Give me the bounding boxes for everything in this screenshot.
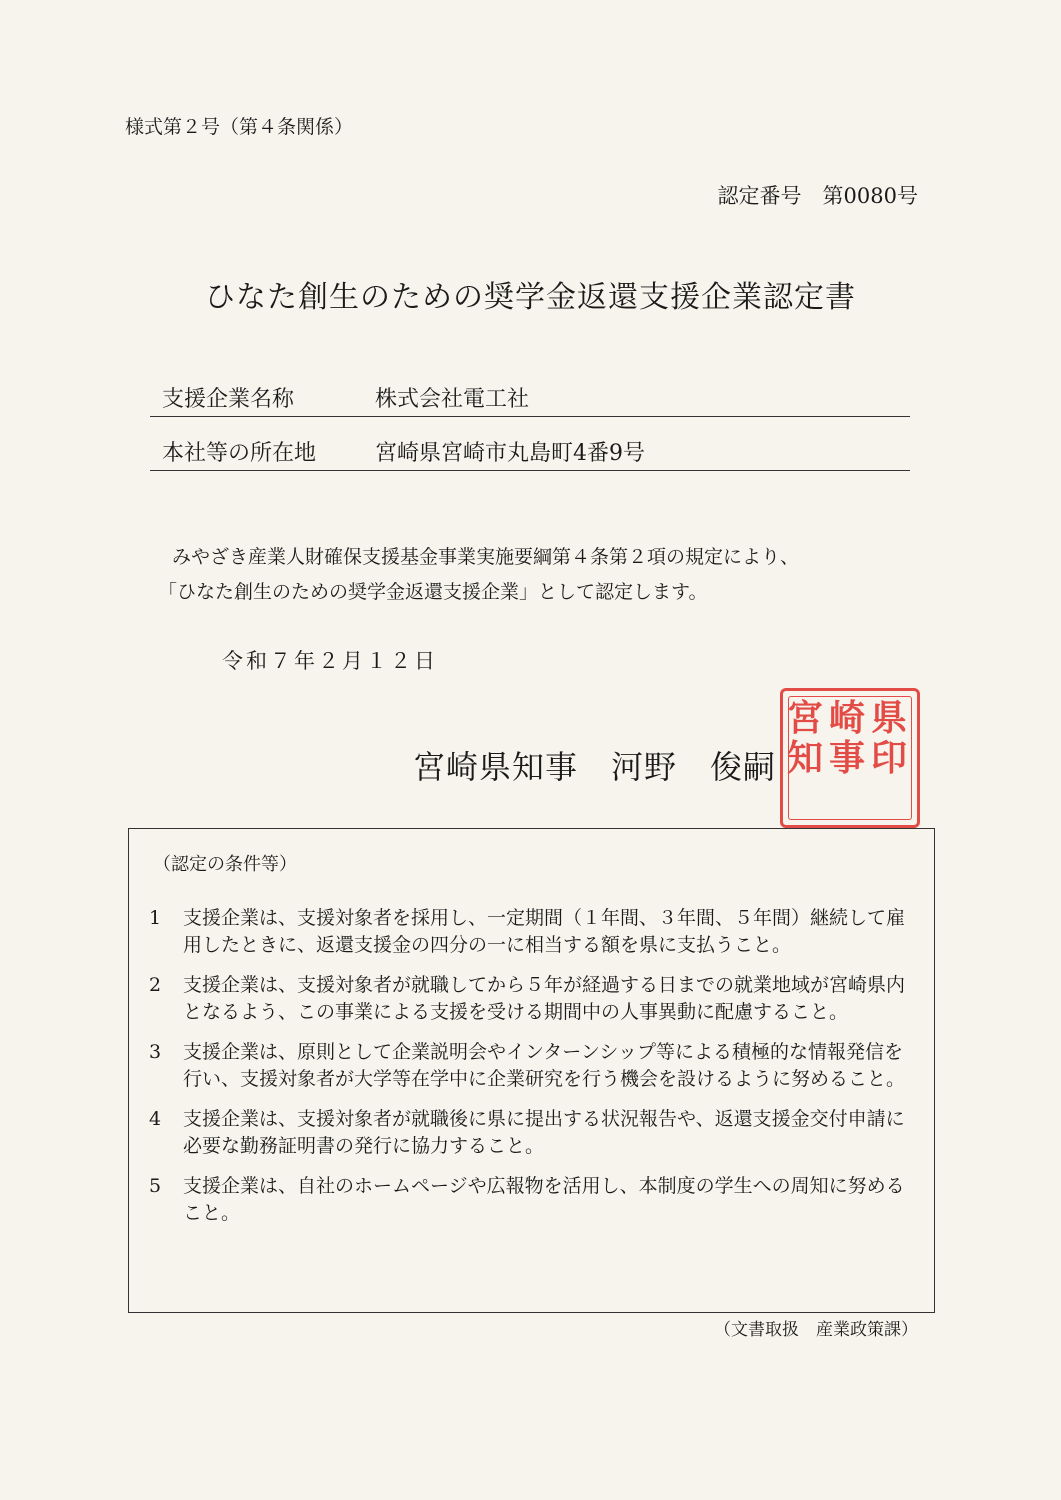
- condition-item: [149, 972, 919, 1026]
- condition-text: 支援企業は、自社のホームページや広報物を活用し、本制度の学生への周知に努めること。: [183, 1175, 905, 1224]
- address-row: [150, 430, 910, 471]
- company-name-value: 株式会社電工社: [375, 387, 530, 412]
- condition-number: 4: [149, 1108, 162, 1130]
- document-handler: （文書取扱 産業政策課）: [714, 1320, 918, 1340]
- condition-item: [149, 1173, 919, 1227]
- document-title: ひなた創生のための奨学金返還支援企業認定書: [205, 280, 856, 315]
- condition-text: 支援企業は、原則として企業説明会やインターンシップ等による積極的な情報発信を行い、支援対象者が大学等在学中に企業研究を行う機会を設けるように努めること。: [183, 1041, 906, 1090]
- condition-number: 5: [149, 1175, 162, 1197]
- statement-line-1: みやざき産業人財確保支援基金事業実施要綱第４条第２項の規定により、: [172, 546, 800, 568]
- statement-line-2: 「ひなた創生のための奨学金返還支援企業」として認定します。: [158, 581, 708, 603]
- condition-text: 支援企業は、支援対象者が就職後に県に提出する状況報告や、返還支援金交付申請に必要な勤務証明書の発行に協力すること。: [183, 1108, 905, 1157]
- official-seal: 県 印 崎 事 宮 知: [780, 688, 920, 828]
- certification-statement: [158, 540, 799, 610]
- conditions-title: （認定の条件等）: [153, 854, 297, 875]
- condition-item: [149, 905, 919, 959]
- company-name-label: 支援企業名称: [162, 387, 295, 412]
- condition-item: [149, 1106, 919, 1160]
- conditions-list: [149, 905, 919, 1240]
- company-name-row: [150, 376, 910, 417]
- governor-signature: 宮崎県知事 河野 俊嗣: [413, 748, 777, 786]
- conditions-box: [128, 828, 935, 1313]
- condition-text: 支援企業は、支援対象者を採用し、一定期間（１年間、３年間、５年間）継続して雇用したときに、返還支援金の四分の一に相当する額を県に支払うこと。: [183, 907, 906, 956]
- certification-number: 認定番号 第0080号: [717, 184, 918, 208]
- condition-item: [149, 1039, 919, 1093]
- condition-number: 1: [149, 907, 162, 929]
- condition-number: 3: [149, 1041, 162, 1063]
- condition-text: 支援企業は、支援対象者が就職してから５年が経過する日までの就業地域が宮崎県内となるよう、この事業による支援を受ける期間中の人事異動に配慮すること。: [183, 974, 906, 1023]
- condition-number: 2: [149, 974, 162, 996]
- address-label: 本社等の所在地: [162, 441, 317, 466]
- form-number: 様式第２号（第４条関係）: [125, 116, 354, 138]
- address-value: 宮崎県宮崎市丸島町4番9号: [375, 441, 645, 466]
- issue-date: 令和７年２月１２日: [222, 649, 438, 673]
